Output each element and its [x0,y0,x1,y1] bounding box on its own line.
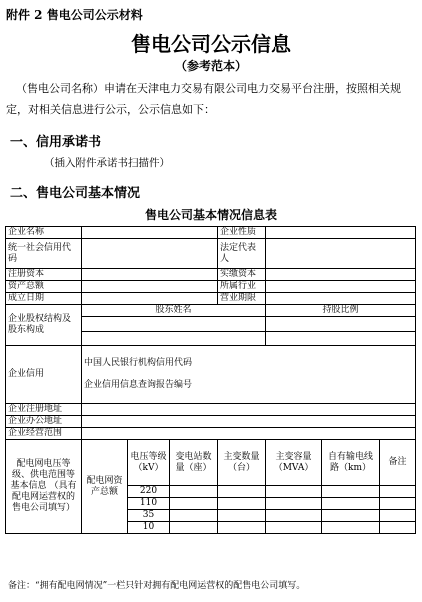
remark-cell[interactable] [380,486,416,498]
table-row [6,269,416,281]
table-row [6,428,416,440]
total-assets-label: 资产总额 [6,281,82,293]
line-length-cell[interactable] [322,510,380,522]
transformer-count-cell[interactable] [218,510,266,522]
credit-code-pbc: 中国人民银行机构信用代码 [84,358,193,368]
voltage-cell: 220 [128,486,170,498]
substation-cell[interactable] [170,522,218,534]
table-row [6,440,416,486]
paid-capital-value[interactable] [266,269,416,281]
intro-paragraph [6,78,416,120]
transformer-capacity-cell[interactable] [266,486,322,498]
shareholder-name-cell[interactable] [82,332,266,346]
transformer-capacity-header: 主变容量（MVA） [266,440,322,486]
section-credit-commitment-note: （插入附件承诺书扫描件） [44,157,170,169]
business-scope-value[interactable] [82,428,416,440]
company-nature-label: 企业性质 [218,227,266,239]
registered-capital-value[interactable] [82,269,218,281]
industry-value[interactable] [266,281,416,293]
legal-rep-value[interactable] [266,239,416,269]
page-title: 售电公司公示信息 [131,32,291,56]
share-ratio-cell[interactable] [266,332,416,346]
transformer-count-cell[interactable] [218,522,266,534]
line-length-header: 自有输电线路（km） [322,440,380,486]
voltage-cell: 10 [128,522,170,534]
line-length-cell[interactable] [322,522,380,534]
registered-address-label: 企业注册地址 [6,404,82,416]
credit-code-label: 统一社会信用代码 [6,239,82,269]
registered-address-value[interactable] [82,404,416,416]
shareholder-name-header: 股东姓名 [82,305,266,317]
table-row [6,305,416,317]
shareholding-label: 企业股权结构及股东构成 [6,305,82,346]
remark-cell[interactable] [380,510,416,522]
share-ratio-header: 持股比例 [266,305,416,317]
table-row [6,281,416,293]
grid-info-text: 配电网电压等级、供电范围等基本信息 [10,459,75,491]
table-row [6,416,416,428]
legal-rep-label: 法定代表人 [218,239,266,269]
share-ratio-cell[interactable] [266,317,416,332]
line-length-cell[interactable] [322,486,380,498]
remark-cell[interactable] [380,498,416,510]
transformer-count-header: 主变数量（台） [218,440,266,486]
company-nature-value[interactable] [266,227,416,239]
established-date-value[interactable] [82,293,218,305]
voltage-cell: 110 [128,498,170,510]
company-name-label: 企业名称 [6,227,82,239]
table-row [6,346,416,404]
credit-value [82,346,416,404]
grid-assets-header: 配电网资产总额 [82,440,128,534]
table-row [6,404,416,416]
office-address-value[interactable] [82,416,416,428]
transformer-count-cell[interactable] [218,486,266,498]
substation-count-header: 变电站数量（座） [170,440,218,486]
grid-info-note: （具有配电网运营权的售电公司填写） [11,481,77,513]
company-name-value[interactable] [82,227,218,239]
footnote: 备注：“拥有配电网情况”一栏只针对拥有配电网运营权的配售电公司填写。 [8,581,306,591]
table-row [6,239,416,269]
transformer-count-cell[interactable] [218,498,266,510]
operating-period-value[interactable] [266,293,416,305]
grid-info-label [6,440,82,534]
established-date-label: 成立日期 [6,293,82,305]
table-row [6,227,416,239]
substation-cell[interactable] [170,486,218,498]
basic-info-table [5,226,416,534]
voltage-level-header: 电压等级（kV） [128,440,170,486]
credit-code-value[interactable] [82,239,218,269]
transformer-capacity-cell[interactable] [266,498,322,510]
shareholder-name-cell[interactable] [82,317,266,332]
credit-label: 企业信用 [6,346,82,404]
table-title: 售电公司基本情况信息表 [144,208,277,222]
attachment-label: 附件 2 售电公司公示材料 [6,8,143,22]
transformer-capacity-cell[interactable] [266,510,322,522]
section-credit-commitment-heading: 一、信用承诺书 [10,135,102,150]
remark-cell[interactable] [380,522,416,534]
remark-header: 备注 [380,440,416,486]
business-scope-label: 企业经营范围 [6,428,82,440]
line-length-cell[interactable] [322,498,380,510]
substation-cell[interactable] [170,498,218,510]
operating-period-label: 营业期限 [218,293,266,305]
industry-label: 所属行业 [218,281,266,293]
page-subtitle: （参考范本） [174,59,247,73]
intro-text: （售电公司名称）申请在天津电力交易有限公司电力交易平台注册，按照相关规定，对相关信息进行公示，公示信息如下： [6,82,401,116]
office-address-label: 企业办公地址 [6,416,82,428]
transformer-capacity-cell[interactable] [266,522,322,534]
section-basic-info-heading: 二、售电公司基本情况 [10,186,141,201]
total-assets-value[interactable] [82,281,218,293]
registered-capital-label: 注册资本 [6,269,82,281]
table-row [6,293,416,305]
credit-report-number: 企业信用信息查询报告编号 [84,380,193,390]
paid-capital-label: 实缴资本 [218,269,266,281]
substation-cell[interactable] [170,510,218,522]
voltage-cell: 35 [128,510,170,522]
